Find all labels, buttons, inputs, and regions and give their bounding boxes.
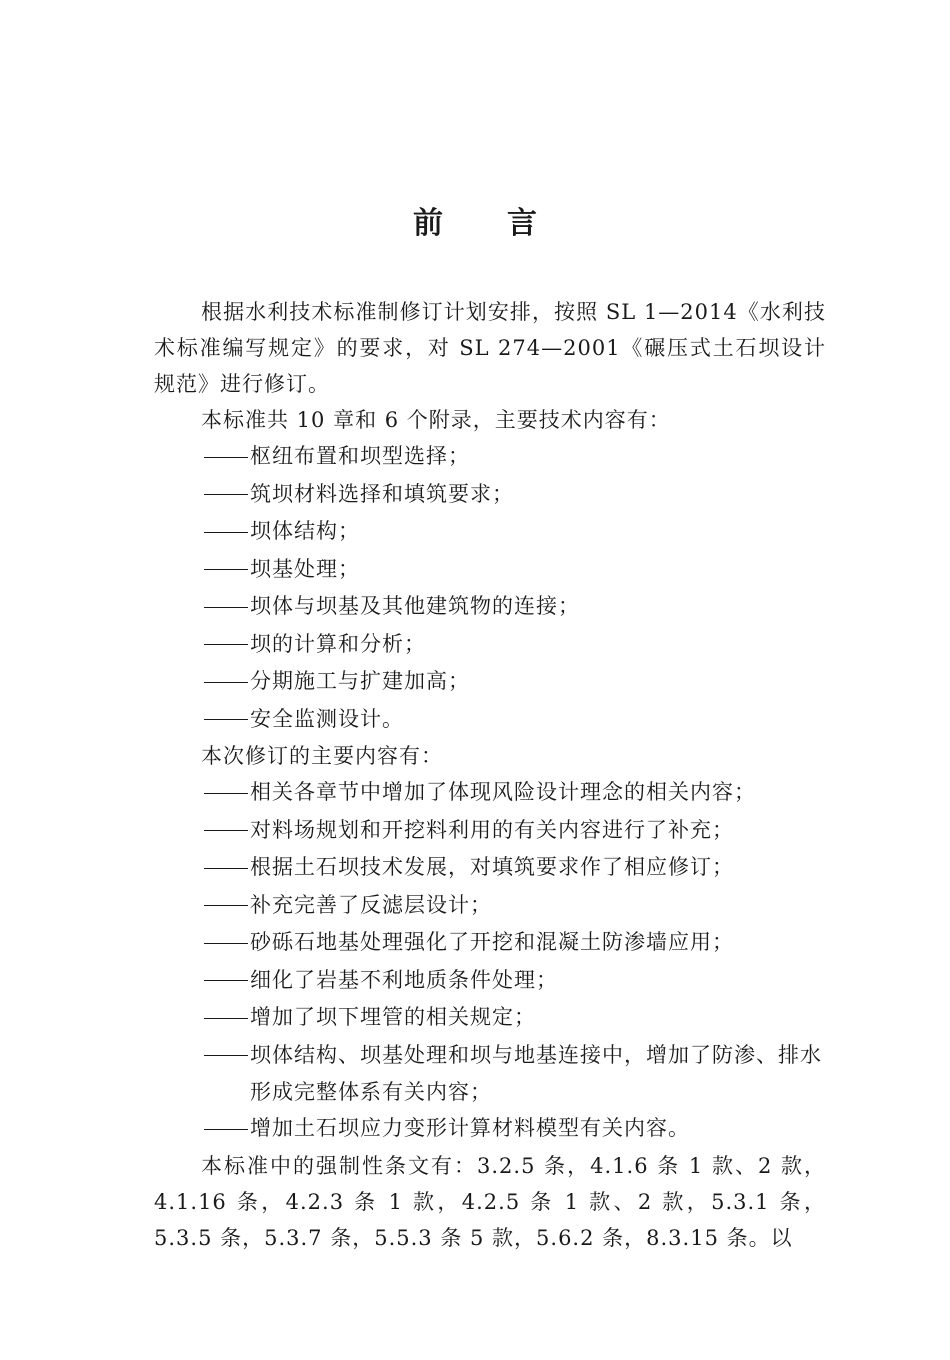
em-dash: [202, 515, 250, 551]
mandatory-clauses-paragraph: 本标准中的强制性条文有：3.2.5 条，4.1.6 条 1 款、2 款，4.1.16 条，4.2.3 条 1 款，4.2.5 条 1 款、2 款，5.3.1 条，5.3.5 条，5.3.7 条，5.5.3 条 5 款，5.6.2 条，8.3.15 条。以: [154, 1153, 826, 1250]
em-dash: [202, 665, 250, 701]
scope-intro-paragraph: 本标准共 10 章和 6 个附录，主要技术内容有：: [201, 408, 671, 432]
list-item: 坝的计算和分析；: [154, 626, 826, 664]
em-dash: [202, 851, 250, 887]
list-item: 筑坝材料选择和填筑要求；: [154, 476, 826, 514]
em-dash: [202, 776, 250, 812]
em-dash: [202, 477, 250, 513]
list-item: 坝体与坝基及其他建筑物的连接；: [154, 588, 826, 626]
revision-intro-paragraph: 本次修订的主要内容有：: [201, 744, 443, 768]
em-dash: [202, 926, 250, 962]
list-item: 增加了坝下埋管的相关规定；: [154, 999, 826, 1037]
list-item: 相关各章节中增加了体现风险设计理念的相关内容；: [154, 774, 826, 812]
list-item: 补充完善了反滤层设计；: [154, 887, 826, 925]
list-item: 根据土石坝技术发展，对填筑要求作了相应修订；: [154, 849, 826, 887]
list-item: 分期施工与扩建加高；: [154, 663, 826, 701]
page-title: 前言: [413, 206, 601, 241]
list-item: 坝体结构；: [154, 513, 826, 551]
em-dash: [202, 702, 250, 738]
list-item: 增加土石坝应力变形计算材料模型有关内容。: [154, 1110, 826, 1148]
list-item: 安全监测设计。: [154, 701, 826, 739]
list-item: 细化了岩基不利地质条件处理；: [154, 962, 826, 1000]
em-dash: [202, 1038, 250, 1074]
list-item: 坝基处理；: [154, 551, 826, 589]
intro-paragraph: 根据水利技术标准制修订计划安排，按照 SL 1—2014《水利技术标准编写规定》的要求，对 SL 274—2001《碾压式土石坝设计规范》进行修订。: [154, 300, 826, 396]
em-dash: [202, 627, 250, 663]
list-item: 坝体结构、坝基处理和坝与地基连接中，增加了防渗、排水形成完整体系有关内容；: [154, 1037, 826, 1111]
em-dash: [202, 552, 250, 588]
document-body: [154, 294, 826, 1256]
scope-list: [154, 438, 826, 738]
list-item: 砂砾石地基处理强化了开挖和混凝土防渗墙应用；: [154, 924, 826, 962]
em-dash: [202, 1001, 250, 1037]
list-item: 对料场规划和开挖料利用的有关内容进行了补充；: [154, 812, 826, 850]
em-dash: [202, 440, 250, 476]
em-dash: [202, 590, 250, 626]
em-dash: [202, 963, 250, 999]
list-item: 枢纽布置和坝型选择；: [154, 438, 826, 476]
em-dash: [202, 1112, 250, 1148]
em-dash: [202, 888, 250, 924]
revision-list: [154, 774, 826, 1148]
em-dash: [202, 813, 250, 849]
